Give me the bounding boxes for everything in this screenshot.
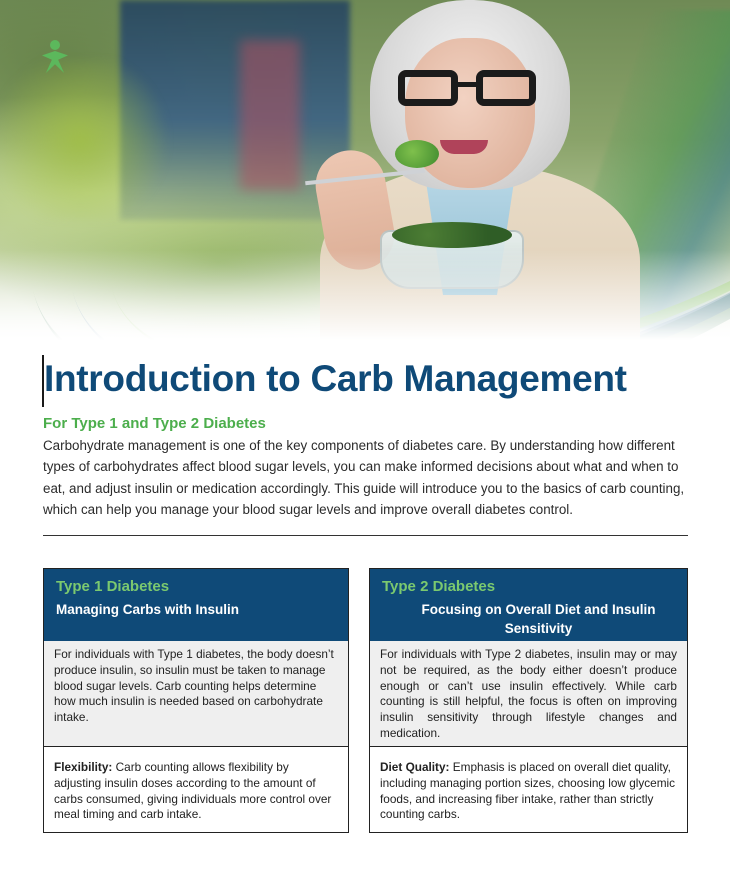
smile: [440, 140, 488, 154]
card-type-label: Type 2 Diabetes: [382, 578, 496, 595]
divider: [43, 535, 688, 536]
person-figure-logo-icon: [42, 40, 68, 74]
glasses-lens: [476, 70, 536, 106]
card-detail-label: Diet Quality:: [380, 760, 450, 774]
type1-card: [43, 568, 349, 833]
card-detail: [370, 747, 687, 832]
salad-bite: [395, 140, 439, 168]
card-header: [370, 569, 687, 641]
intro-paragraph: Carbohydrate management is one of the key components of diabetes care. By understanding how different types of carbohydrates affect blood sugar levels, you can make informed decisions about what and when to eat, and adjust insulin or medication accordingly. This guide will introduce you to the basics of carb counting, which can help you manage your blood sugar levels and improve overall diabetes control.: [43, 438, 685, 517]
card-body: For individuals with Type 1 diabetes, the body doesn’t produce insulin, so insulin must be taken to manage blood sugar levels. Carb counting helps determine how much insulin is needed based on carbohydrate intake.: [44, 641, 348, 747]
glasses-bridge: [456, 82, 478, 87]
card-heading: Focusing on Overall Diet and Insulin Sensitivity: [421, 602, 656, 636]
glasses: [398, 70, 544, 110]
card-heading: Managing Carbs with Insulin: [56, 602, 240, 617]
hero-photo: [0, 0, 730, 350]
card-detail: [44, 747, 348, 832]
page-subtitle: For Type 1 and Type 2 Diabetes: [43, 415, 266, 432]
glasses-lens: [398, 70, 458, 106]
card-type-label: Type 1 Diabetes: [56, 578, 170, 595]
page-title: Introduction to Carb Management: [44, 358, 627, 399]
hero-fade: [0, 250, 730, 350]
card-detail-text: Emphasis is placed on overall diet quality, including managing portion sizes, choosing low glycemic foods, and increasing fiber intake, rather than strictly counting carbs.: [380, 760, 676, 822]
salad-greens: [392, 222, 512, 248]
logo-head: [50, 40, 60, 50]
card-header: [44, 569, 348, 641]
card-detail-text: Carb counting allows flexibility by adjusting insulin doses according to the amount of carbs consumed, giving individuals more control over meal timing and carb intake.: [54, 760, 332, 822]
logo-body: [42, 51, 68, 73]
card-body: For individuals with Type 2 diabetes, insulin may or may not be required, as the body either doesn’t produce enough or can’t use insulin effectively. While carb counting is still helpful, the focus is often on improving insulin sensitivity through lifestyle changes and medication.: [370, 641, 687, 747]
type2-card: [369, 568, 688, 833]
card-detail-label: Flexibility:: [54, 760, 113, 774]
